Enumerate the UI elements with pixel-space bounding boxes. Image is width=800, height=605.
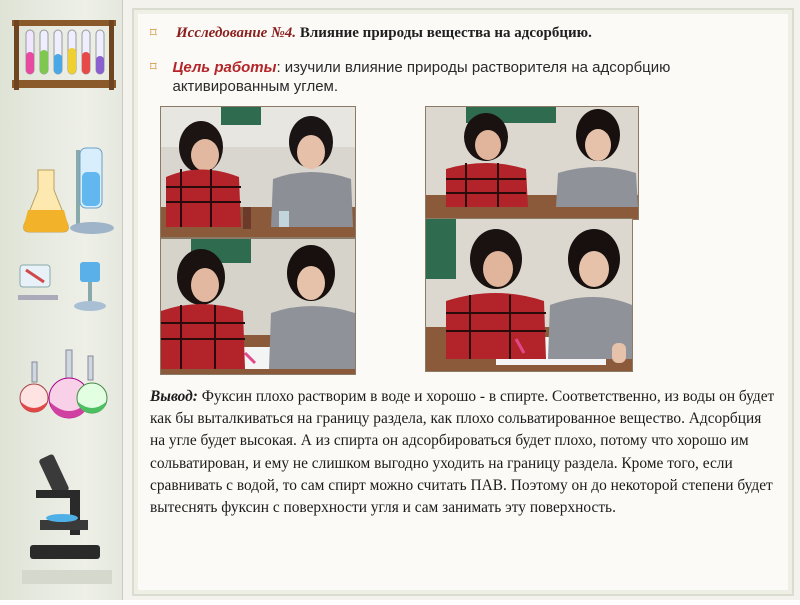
lab-photo-bottom-right [425, 218, 633, 372]
conclusion-label: Вывод: [150, 388, 198, 405]
sidebar-illustrations [0, 0, 123, 600]
conclusion-text: Фуксин плохо растворим в воде и хорошо - в спирте. Соответственно, из воды он будет как бы выталкиваться на границу раздела, как плохо сольватированное вещество. Адсорбция на угле будет высокая. А из спирта он адсорбироваться будет плохо, потому что хорошо им сольватирован, и ему не слишком выгодно уходить на границу раздела. Кроме того, если сравнивать с водой, то сам спирт можно считать ПАВ. Поэтому он до некоторой степени будет вытеснять фуксин с поверхности угля и сам занимать эту поверхность. [150, 388, 775, 517]
research-number: Исследование №4. [176, 25, 297, 41]
bullet-icon: ⌑ [150, 26, 157, 41]
bullet-icon: ⌑ [150, 60, 157, 75]
goal-row [150, 58, 750, 96]
heading-row [150, 24, 592, 44]
conclusion-paragraph [150, 386, 775, 519]
burette-stand-icon [18, 262, 106, 311]
test-tube-rack-icon [12, 20, 116, 90]
lab-photo-top-left [160, 106, 356, 238]
round-flasks-icon [20, 350, 107, 418]
flask-icon [24, 148, 114, 234]
research-title: Влияние природы вещества на адсорбцию. [296, 25, 592, 41]
goal-label: Цель работы [172, 59, 277, 76]
goal-description: : изучили влияние природы растворителя на адсорбцию активированным углем. [172, 59, 671, 95]
lab-photo-bottom-left [160, 238, 356, 375]
research-heading [176, 24, 592, 42]
lab-equipment-illustration [0, 0, 122, 600]
goal-text-block [172, 58, 750, 96]
microscope-icon [22, 453, 112, 584]
lab-photo-top-right [425, 106, 639, 220]
